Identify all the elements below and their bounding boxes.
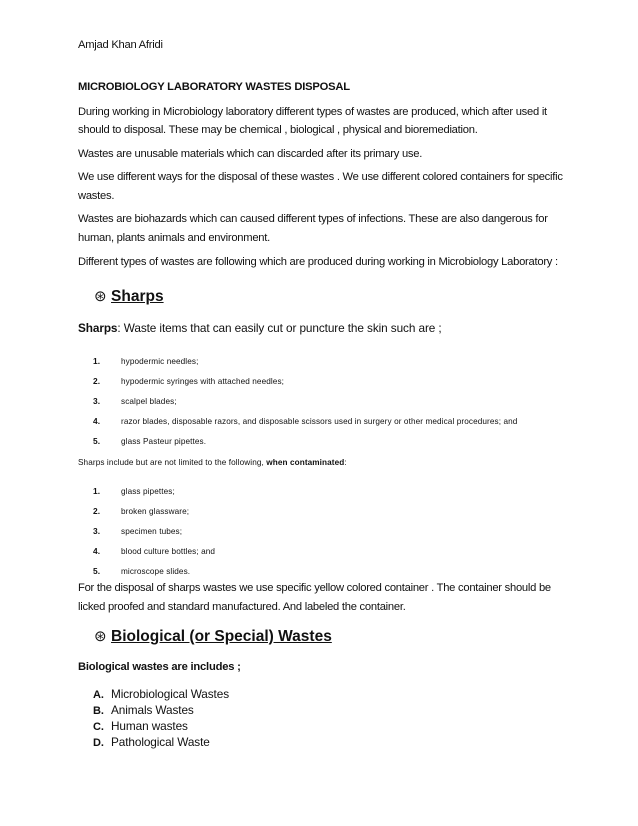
intro-line: During working in Microbiology laboratory different types of wastes are produced, which after used it: [78, 106, 547, 118]
sharps-heading-text: Sharps: [111, 288, 164, 305]
list-item: 2. hypodermic syringes with attached needles;: [93, 376, 285, 386]
list-item: 3. scalpel blades;: [93, 396, 177, 406]
sharps-definition-text: : Waste items that can easily cut or puncture the skin such are ;: [117, 321, 442, 335]
sharps-disposal-line: licked proofed and standard manufactured. And labeled the container.: [78, 601, 406, 613]
intro-line: wastes.: [78, 190, 115, 202]
sharps-heading: [94, 287, 164, 306]
list-item: 1. hypodermic needles;: [93, 356, 199, 366]
list-item: 2. broken glassware;: [93, 506, 190, 516]
list-item: C. Human wastes: [93, 719, 188, 733]
intro-line: Wastes are biohazards which can caused different types of infections. These are also dangerous for: [78, 213, 548, 225]
author-name: Amjad Khan Afridi: [78, 39, 163, 51]
biological-heading-text: Biological (or Special) Wastes: [111, 628, 332, 645]
list-item: 3. specimen tubes;: [93, 526, 183, 536]
intro-line: We use different ways for the disposal of these wastes . We use different colored containers for specific: [78, 171, 563, 183]
biohazard-icon: ⊛: [94, 628, 107, 645]
biohazard-icon: ⊛: [94, 288, 107, 305]
sharps-definition: [78, 321, 442, 335]
intro-line: Different types of wastes are following which are produced during working in Microbiology Laboratory :: [78, 256, 558, 268]
list-item: 1. glass pipettes;: [93, 486, 175, 496]
biological-heading: [94, 627, 332, 646]
sharps-label: Sharps: [78, 321, 118, 335]
intro-line: should to disposal. These may be chemical , biological , physical and bioremediation.: [78, 124, 478, 136]
list-item: 4. razor blades, disposable razors, and disposable scissors used in surgery or other medical procedures; and: [93, 416, 518, 426]
list-item: D. Pathological Waste: [93, 735, 210, 749]
sharps-disposal-line: For the disposal of sharps wastes we use specific yellow colored container . The container should be: [78, 582, 551, 594]
intro-line: Wastes are unusable materials which can discarded after its primary use.: [78, 148, 423, 160]
document-title: MICROBIOLOGY LABORATORY WASTES DISPOSAL: [78, 81, 350, 93]
list-item: B. Animals Wastes: [93, 703, 194, 717]
list-item: A. Microbiological Wastes: [93, 687, 229, 701]
biological-intro: Biological wastes are includes ;: [78, 661, 241, 673]
intro-line: human, plants animals and environment.: [78, 232, 270, 244]
list-item: 4. blood culture bottles; and: [93, 546, 216, 556]
list-item: 5. microscope slides.: [93, 566, 191, 576]
sharps-include-note: Sharps include but are not limited to the following, when contaminated:: [78, 458, 347, 467]
list-item: 5. glass Pasteur pipettes.: [93, 436, 207, 446]
